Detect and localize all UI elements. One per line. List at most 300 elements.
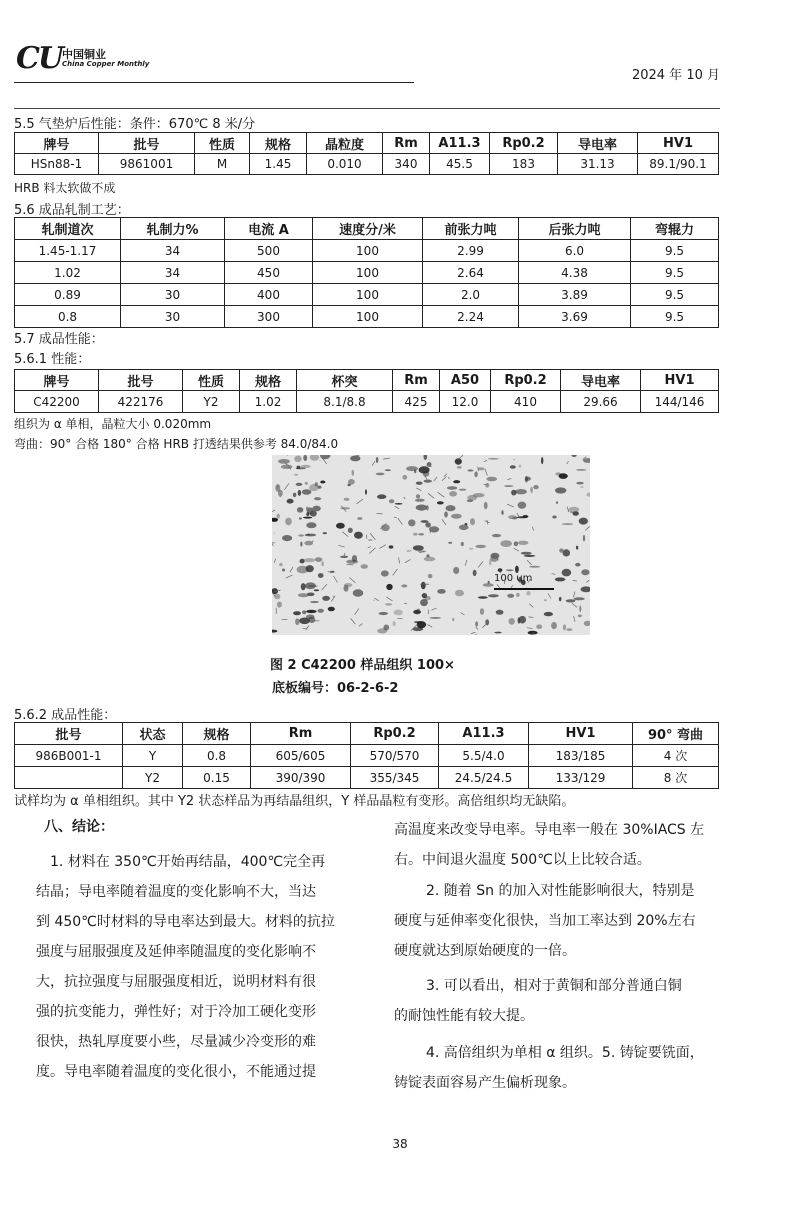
- grain-speck: [315, 557, 322, 562]
- grain-speck: [501, 510, 503, 515]
- table-row: [15, 154, 719, 175]
- grain-speck: [509, 618, 515, 625]
- grain-boundary: [372, 461, 375, 465]
- grain-speck: [487, 477, 498, 482]
- grain-speck: [294, 474, 298, 476]
- table-cell: 3.69: [519, 306, 631, 328]
- section-5-6-title: 5.6 成品轧制工艺：: [14, 203, 130, 218]
- grain-speck: [580, 486, 583, 488]
- table-cell: Y: [123, 745, 183, 767]
- header-cell: HV1: [638, 133, 719, 154]
- table-cell: 9.5: [631, 262, 719, 284]
- logo-mark: CU: [16, 41, 63, 76]
- grain-speck: [352, 470, 355, 476]
- paragraph-line: 右。中间退火温度 500℃以上比较合适。: [394, 852, 651, 868]
- table-cell: 183/185: [529, 745, 633, 767]
- grain-note: 组织为 α 单相，晶粒大小 0.020mm: [14, 417, 212, 431]
- paragraph-line: 的耐蚀性能有较大提。: [394, 1008, 534, 1024]
- grain-speck: [419, 466, 430, 473]
- table-cell: 1.02: [15, 262, 121, 284]
- grain-boundary: [338, 545, 344, 547]
- grain-boundary: [355, 609, 359, 615]
- china-copper-logo: [16, 41, 156, 76]
- grain-boundary: [404, 497, 406, 499]
- header-cell: A50: [440, 370, 491, 391]
- paragraph-line: 到 450℃时材料的导电率达到最大。材料的抗拉: [36, 914, 335, 930]
- grain-speck: [453, 567, 459, 574]
- grain-speck: [285, 518, 292, 526]
- grain-speck: [393, 621, 396, 626]
- header-cell: 电流 A: [225, 218, 313, 240]
- section-5-6-2-title: 5.6.2 成品性能：: [14, 708, 117, 723]
- grain-boundary: [567, 461, 569, 464]
- grain-speck: [306, 565, 314, 572]
- table-cell: 12.0: [440, 391, 491, 413]
- table-row: [15, 767, 719, 789]
- grain-speck: [551, 622, 557, 629]
- grain-speck: [579, 518, 588, 525]
- grain-boundary: [442, 476, 447, 480]
- table-cell: 100: [313, 284, 423, 306]
- grain-speck: [516, 516, 527, 518]
- grain-speck: [504, 485, 513, 487]
- grain-speck: [562, 523, 573, 525]
- grain-boundary: [283, 455, 288, 456]
- grain-speck: [377, 494, 386, 499]
- header-cell: 弯辊力: [631, 218, 719, 240]
- grain-speck: [301, 583, 306, 590]
- table-cell: 986B001-1: [15, 745, 123, 767]
- micrograph-image: [272, 455, 590, 635]
- header-cell: 速度分/米: [313, 218, 423, 240]
- table-cell: 6.0: [519, 240, 631, 262]
- grain-speck: [416, 494, 420, 498]
- header-cell: 批号: [99, 133, 195, 154]
- section-5-7-title: 5.7 成品性能：: [14, 332, 104, 347]
- grain-speck: [368, 539, 372, 541]
- grain-boundary: [427, 624, 432, 627]
- table-row: [15, 262, 719, 284]
- table-cell: 0.89: [15, 284, 121, 306]
- grain-speck: [576, 546, 578, 550]
- grain-speck: [555, 487, 566, 493]
- header-cell: Rm: [383, 133, 430, 154]
- grain-speck: [465, 523, 468, 525]
- grain-boundary: [438, 492, 445, 497]
- grain-speck: [416, 482, 423, 485]
- grain-speck: [563, 549, 571, 556]
- grain-speck: [344, 583, 352, 587]
- table-cell: M: [195, 154, 250, 175]
- grain-speck: [305, 482, 308, 485]
- grain-speck: [424, 557, 436, 562]
- grain-speck: [478, 467, 485, 470]
- grain-speck: [306, 506, 309, 511]
- grain-speck: [417, 609, 420, 614]
- grain-speck: [526, 591, 530, 596]
- paragraph-line: 硬度就达到原始硬度的一倍。: [394, 943, 576, 959]
- header-cell: HV1: [529, 723, 633, 745]
- grain-speck: [353, 589, 364, 596]
- grain-speck: [455, 590, 464, 597]
- table-cell: 100: [313, 262, 423, 284]
- grain-speck: [421, 582, 426, 590]
- grain-speck: [478, 596, 488, 598]
- grain-speck: [296, 468, 306, 470]
- grain-speck: [483, 583, 494, 587]
- paragraph-line: 3. 可以看出，相对于黄铜和部分普通白铜: [426, 978, 682, 994]
- grain-boundary: [572, 603, 577, 607]
- grain-speck: [494, 632, 501, 634]
- grain-boundary: [529, 604, 533, 608]
- grain-speck: [430, 617, 442, 619]
- table-row: [15, 391, 719, 413]
- grain-boundary: [272, 510, 275, 512]
- table-cell: 340: [383, 154, 430, 175]
- table-cell: 144/146: [641, 391, 719, 413]
- paragraph-line: 强度与屈服强度及延伸率随温度的变化影响不: [36, 944, 316, 960]
- grain-speck: [365, 489, 367, 495]
- grain-speck: [488, 594, 499, 597]
- header-cell: Rm: [393, 370, 440, 391]
- table-cell: 133/129: [529, 767, 633, 789]
- grain-speck: [492, 534, 501, 537]
- grain-speck: [576, 469, 586, 471]
- table-cell: 30: [121, 306, 225, 328]
- grain-speck: [302, 610, 306, 614]
- table-cell: 1.02: [240, 391, 297, 413]
- paragraph-line: 铸锭表面容易产生偏析现象。: [394, 1075, 576, 1091]
- grain-speck: [518, 502, 527, 509]
- paragraph-line: 很快，热轧厚度要小些，尽量减少冷变形的难: [36, 1034, 316, 1050]
- table-cell: 9861001: [99, 154, 195, 175]
- grain-speck: [518, 541, 529, 545]
- grain-boundary: [527, 560, 532, 565]
- grain-boundary: [416, 488, 421, 491]
- table-cell: 2.99: [423, 240, 519, 262]
- header-rule-top: [14, 82, 414, 83]
- table-cell: 410: [491, 391, 561, 413]
- grain-speck: [295, 618, 299, 625]
- grain-speck: [336, 523, 345, 529]
- grain-speck: [278, 490, 283, 497]
- grain-speck: [518, 617, 521, 623]
- table-cell: 100: [313, 306, 423, 328]
- header-cell: 批号: [15, 723, 123, 745]
- conclusion-right-p1: [394, 815, 734, 875]
- grain-speck: [299, 517, 302, 519]
- grain-speck: [307, 534, 309, 536]
- header-date: 2024 年 10 月: [631, 68, 720, 83]
- grain-speck: [428, 574, 433, 578]
- paragraph-line: 2. 随着 Sn 的加入对性能影响很大，特别是: [426, 883, 695, 899]
- table-cell: 8.1/8.8: [297, 391, 393, 413]
- grain-speck: [406, 466, 418, 471]
- grain-speck: [305, 534, 317, 537]
- header-cell: 牌号: [15, 133, 99, 154]
- header-cell: HV1: [641, 370, 719, 391]
- table-cell: 45.5: [430, 154, 490, 175]
- grain-speck: [318, 486, 322, 489]
- conclusion-left-column: [36, 847, 366, 1087]
- table-cell: 1.45: [250, 154, 307, 175]
- grain-speck: [444, 511, 448, 517]
- grain-speck: [506, 569, 514, 571]
- grain-speck: [507, 594, 514, 598]
- grain-boundary: [507, 504, 514, 507]
- section-5-6-2-note: 试样均为 α 单相组织。其中 Y2 状态样品为再结晶组织，Y 样品晶粒有变形。高倍组织均无缺陷。: [14, 794, 575, 809]
- table-cell: 450: [225, 262, 313, 284]
- grain-speck: [574, 597, 585, 600]
- grain-boundary: [274, 559, 276, 563]
- grain-speck: [272, 518, 278, 522]
- grain-speck: [449, 491, 457, 497]
- grain-speck: [310, 601, 319, 603]
- grain-boundary: [290, 567, 293, 572]
- grain-boundary: [484, 460, 487, 461]
- grain-speck: [395, 503, 403, 505]
- grain-speck: [305, 582, 316, 589]
- section-5-5-note: HRB 料太软做不成: [14, 181, 116, 195]
- header-cell: 轧制道次: [15, 218, 121, 240]
- header-cell: 规格: [250, 133, 307, 154]
- table-header-row: [15, 723, 719, 745]
- grain-speck: [357, 517, 362, 520]
- table-cell: 8 次: [633, 767, 719, 789]
- grain-speck: [308, 617, 315, 623]
- grain-speck: [302, 489, 312, 495]
- grain-speck: [277, 514, 280, 519]
- grain-speck: [294, 456, 301, 463]
- grain-speck: [282, 535, 292, 541]
- table-5-5: [14, 132, 719, 175]
- grain-speck: [350, 456, 360, 462]
- grain-speck: [415, 499, 425, 502]
- table-cell: 2.64: [423, 262, 519, 284]
- grain-speck: [385, 469, 391, 471]
- header-cell: 状态: [123, 723, 183, 745]
- grain-boundary: [465, 560, 467, 566]
- grain-boundary: [394, 517, 397, 518]
- grain-speck: [300, 542, 302, 547]
- grain-boundary: [284, 483, 289, 489]
- grain-boundary: [331, 596, 335, 602]
- grain-speck: [282, 569, 285, 572]
- grain-boundary: [478, 467, 479, 472]
- table-cell: 9.5: [631, 240, 719, 262]
- grain-speck: [379, 612, 388, 615]
- grain-speck: [579, 606, 581, 613]
- grain-speck: [575, 563, 580, 567]
- grain-boundary: [444, 474, 447, 477]
- grain-speck: [536, 624, 542, 629]
- header-cell: 后张力吨: [519, 218, 631, 240]
- table-cell: 4 次: [633, 745, 719, 767]
- grain-speck: [352, 555, 357, 562]
- table-cell: 34: [121, 240, 225, 262]
- grain-boundary: [359, 624, 362, 627]
- table-cell: [15, 767, 123, 789]
- grain-speck: [484, 502, 488, 510]
- grain-speck: [448, 542, 452, 544]
- grain-speck: [287, 499, 294, 504]
- grain-speck: [473, 570, 477, 576]
- grain-speck: [452, 618, 454, 621]
- header-cell: 导电率: [561, 370, 641, 391]
- grain-boundary: [380, 545, 386, 549]
- scale-bar-label: 100 um: [494, 573, 533, 584]
- grain-boundary: [514, 548, 519, 551]
- grain-speck: [569, 507, 580, 513]
- grain-speck: [414, 621, 423, 623]
- grain-speck: [303, 517, 312, 519]
- grain-speck: [298, 490, 301, 496]
- paragraph-line: 4. 高倍组织为单相 α 组织。5. 铸锭要铣面，: [426, 1045, 704, 1061]
- grain-speck: [510, 465, 516, 468]
- grain-speck: [429, 526, 439, 532]
- grain-speck: [310, 455, 319, 461]
- table-5-6-1: [14, 369, 719, 413]
- header-cell: 规格: [240, 370, 297, 391]
- table-header-row: [15, 133, 719, 154]
- paragraph-line: 高温度来改变导电率。导电率一般在 30%IACS 左: [394, 822, 705, 838]
- grain-speck: [389, 545, 394, 548]
- header-cell: 90° 弯曲: [633, 723, 719, 745]
- grain-speck: [328, 607, 335, 612]
- grain-boundary: [461, 613, 465, 615]
- table-row: [15, 745, 719, 767]
- grain-speck: [408, 519, 415, 526]
- grain-boundary: [322, 584, 327, 590]
- grain-speck: [354, 532, 363, 539]
- logo-cn-text: 中国铜业: [62, 48, 106, 61]
- header-cell: 规格: [183, 723, 251, 745]
- table-cell: 4.38: [519, 262, 631, 284]
- grain-speck: [566, 599, 576, 602]
- table-cell: 30: [121, 284, 225, 306]
- grain-speck: [340, 507, 350, 509]
- grain-speck: [521, 552, 532, 555]
- grain-speck: [461, 542, 464, 546]
- micrograph-texture: [272, 455, 590, 635]
- table-row: [15, 306, 719, 328]
- paragraph-line: 大，抗拉强度与屈服强度相近，说明材料有很: [36, 974, 316, 990]
- grain-speck: [312, 506, 320, 512]
- header-cell: 轧制力%: [121, 218, 225, 240]
- table-cell: 89.1/90.1: [638, 154, 719, 175]
- grain-speck: [583, 535, 585, 542]
- grain-speck: [376, 457, 379, 463]
- table-cell: Y2: [123, 767, 183, 789]
- grain-speck: [281, 465, 293, 469]
- header-cell: 导电率: [558, 133, 638, 154]
- grain-speck: [473, 493, 485, 497]
- grain-speck: [272, 630, 277, 633]
- grain-speck: [530, 487, 533, 493]
- table-cell: 9.5: [631, 306, 719, 328]
- grain-speck: [381, 570, 389, 576]
- grain-speck: [426, 505, 429, 511]
- grain-speck: [293, 493, 297, 498]
- table-cell: 1.45-1.17: [15, 240, 121, 262]
- grain-speck: [524, 555, 536, 557]
- grain-speck: [480, 608, 484, 615]
- grain-speck: [459, 525, 469, 531]
- grain-speck: [544, 599, 547, 601]
- grain-speck: [413, 545, 424, 551]
- grain-speck: [416, 505, 428, 511]
- grain-boundary: [383, 458, 390, 459]
- header-cell: Rp0.2: [351, 723, 439, 745]
- grain-speck: [544, 612, 553, 616]
- grain-speck: [519, 465, 521, 468]
- paragraph-line: 度。导电率随着温度的变化很小，不能通过提: [36, 1064, 316, 1080]
- grain-speck: [306, 522, 316, 528]
- grain-speck: [402, 475, 407, 480]
- figure-sub-caption: 底板编号：06-2-6-2: [272, 681, 399, 696]
- grain-speck: [424, 480, 432, 483]
- grain-boundary: [343, 532, 349, 537]
- paragraph-line: 硬度与延伸率变化很快，当加工率达到 20%左右: [394, 913, 696, 929]
- table-cell: 0.8: [15, 306, 121, 328]
- grain-boundary: [482, 624, 486, 628]
- grain-speck: [587, 493, 591, 497]
- grain-speck: [581, 569, 589, 575]
- grain-boundary: [507, 478, 511, 480]
- grain-speck: [485, 483, 489, 488]
- header-cell: 晶粒度: [307, 133, 383, 154]
- grain-speck: [467, 469, 473, 471]
- table-cell: 605/605: [251, 745, 351, 767]
- grain-boundary: [369, 548, 375, 554]
- grain-speck: [361, 564, 368, 569]
- table-header-row: [15, 370, 719, 391]
- grain-boundary: [529, 617, 534, 618]
- grain-boundary: [434, 477, 438, 481]
- table-cell: 31.13: [558, 154, 638, 175]
- page-number: 38: [392, 1137, 408, 1151]
- table-cell: 422176: [99, 391, 183, 413]
- grain-speck: [322, 596, 330, 601]
- grain-speck: [455, 458, 462, 464]
- grain-boundary: [587, 580, 590, 582]
- grain-speck: [413, 533, 418, 536]
- grain-boundary: [548, 594, 551, 599]
- grain-boundary: [393, 569, 398, 575]
- grain-speck: [385, 603, 392, 605]
- conclusion-right-p4: [394, 1038, 734, 1098]
- table-cell: 300: [225, 306, 313, 328]
- grain-speck: [457, 466, 462, 469]
- header-cell: 性质: [183, 370, 240, 391]
- grain-speck: [422, 593, 427, 598]
- grain-speck: [459, 489, 466, 491]
- table-cell: HSn88-1: [15, 154, 99, 175]
- header-cell: Rm: [251, 723, 351, 745]
- header-cell: 杯突: [297, 370, 393, 391]
- grain-speck: [559, 597, 562, 601]
- table-5-6: [14, 217, 719, 328]
- grain-speck: [515, 489, 527, 494]
- grain-boundary: [386, 597, 392, 601]
- grain-speck: [578, 615, 582, 618]
- grain-boundary: [471, 632, 476, 633]
- grain-boundary: [573, 581, 577, 582]
- grain-boundary: [514, 460, 515, 461]
- table-cell: 355/345: [351, 767, 439, 789]
- grain-boundary: [350, 578, 356, 584]
- grain-boundary: [527, 628, 532, 629]
